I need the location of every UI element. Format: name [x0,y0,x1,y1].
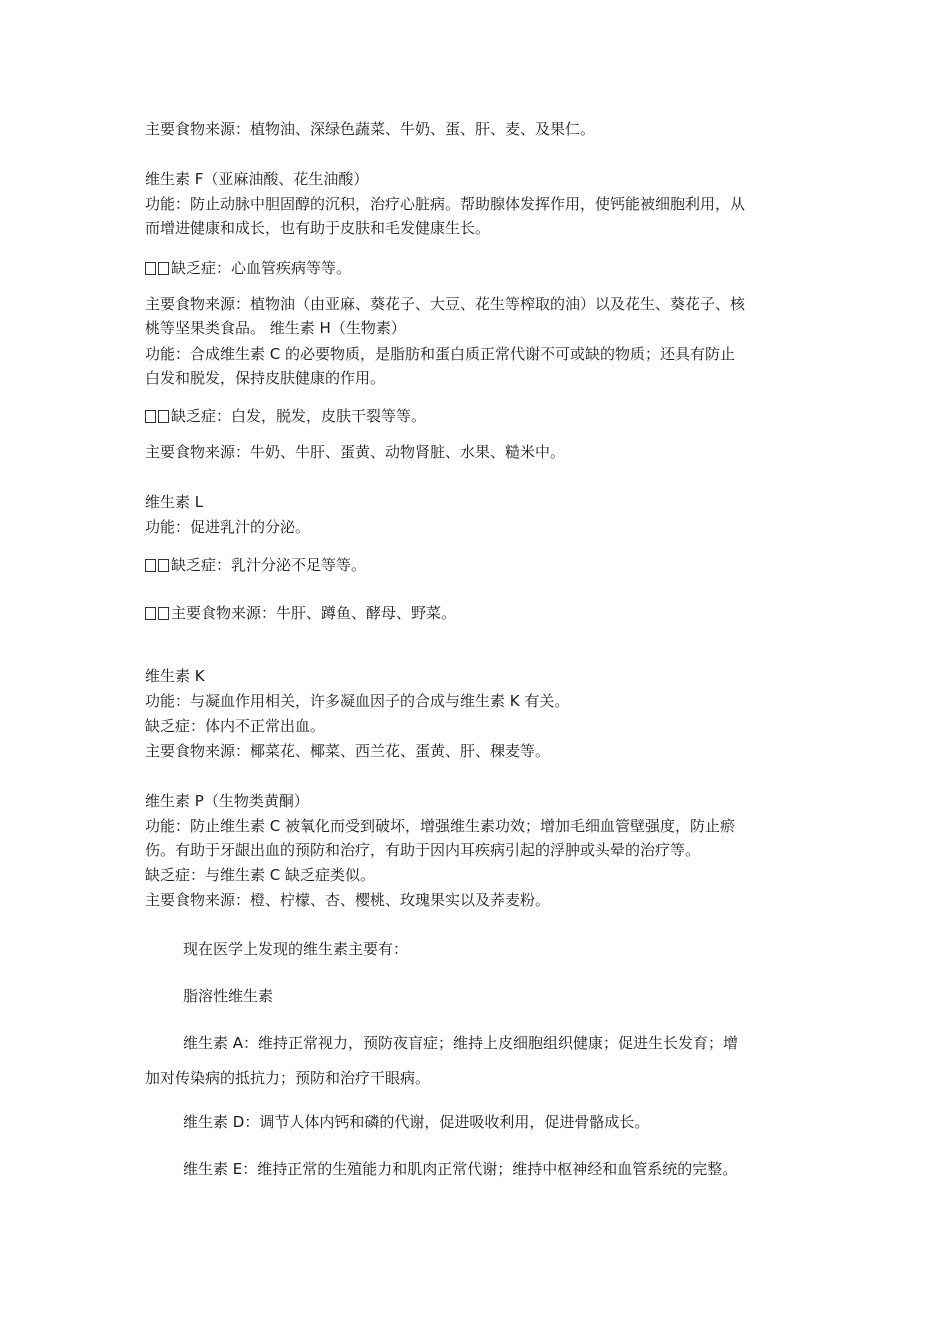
vitamin-l-food-sources-text: 主要食物来源：牛肝、蹲鱼、酵母、野菜。 [171,604,457,622]
vitamin-a-description-line-1: 维生素 A：维持正常视力，预防夜盲症；维持上皮细胞组织健康；促进生长发育；增 [183,1034,739,1052]
vitamin-p-function-line-1: 功能：防止维生素 C 被氧化而受到破坏，增强维生素功效；增加毛细血管壁强度，防止瘀 [145,817,736,835]
vitamin-l-deficiency-text: 缺乏症：乳汁分泌不足等等。 [171,556,367,574]
vitamin-f-food-line-2: 桃等坚果类食品。 维生素 H（生物素） [145,319,406,337]
vitamin-k-title: 维生素 K [145,667,205,685]
vitamin-e-description: 维生素 E：维持正常的生殖能力和肌肉正常代谢；维持中枢神经和血管系统的完整。 [183,1160,738,1178]
vitamin-l-food-sources [145,601,815,625]
vitamin-p-food-sources: 主要食物来源：橙、柠檬、杏、樱桃、玫瑰果实以及荞麦粉。 [145,891,551,909]
vitamin-l-function: 功能：促进乳汁的分泌。 [145,518,311,536]
missing-glyph-box [158,410,169,423]
missing-glyph-box [158,262,169,275]
missing-glyph-box [145,607,156,620]
missing-glyph-box [158,607,169,620]
vitamin-l-title: 维生素 L [145,493,204,511]
vitamin-f-deficiency [145,256,815,280]
vitamin-l-deficiency [145,553,815,577]
missing-glyph-box [145,262,156,275]
vitamin-d-description: 维生素 D：调节人体内钙和磷的代谢，促进吸收利用，促进骨骼成长。 [183,1113,650,1131]
vitamin-p-title: 维生素 P（生物类黄酮） [145,792,309,810]
vitamin-k-deficiency: 缺乏症：体内不正常出血。 [145,717,326,735]
vitamin-f-food-line-1: 主要食物来源：植物油（由亚麻、葵花子、大豆、花生等榨取的油）以及花生、葵花子、核 [145,295,746,313]
vitamin-p-function-line-2: 伤。有助于牙龈出血的预防和治疗，有助于因内耳疾病引起的浮肿或头晕的治疗等。 [145,841,701,859]
vitamin-f-title: 维生素 F（亚麻油酸、花生油酸） [145,170,369,188]
missing-glyph-box [158,559,169,572]
vitamin-h-deficiency-text: 缺乏症：白发，脱发，皮肤干裂等等。 [171,407,427,425]
missing-glyph-box [145,559,156,572]
vitamin-a-description-line-2: 加对传染病的抵抗力；预防和治疗干眼病。 [145,1069,431,1087]
vitamin-f-deficiency-text: 缺乏症：心血管疾病等等。 [171,259,352,277]
vitamin-k-food-sources: 主要食物来源：椰菜花、椰菜、西兰花、蛋黄、肝、稞麦等。 [145,742,551,760]
vitamin-k-function: 功能：与凝血作用相关，许多凝血因子的合成与维生素 K 有关。 [145,692,570,710]
intro-text: 现在医学上发现的维生素主要有： [183,940,409,958]
fat-soluble-heading: 脂溶性维生素 [183,987,274,1005]
vitamin-f-function-line-2: 而增进健康和成长，也有助于皮肤和毛发健康生长。 [145,219,491,237]
vitamin-h-function-line-2: 白发和脱发，保持皮肤健康的作用。 [145,369,386,387]
vitamin-h-food-sources: 主要食物来源：牛奶、牛肝、蛋黄、动物肾脏、水果、糙米中。 [145,443,566,461]
vitamin-h-function-line-1: 功能：合成维生素 C 的必要物质，是脂肪和蛋白质正常代谢不可或缺的物质；还具有防止 [145,345,736,363]
vitamin-p-deficiency: 缺乏症：与维生素 C 缺乏症类似。 [145,866,376,884]
vitamin-h-deficiency [145,404,815,428]
vitamin-f-function-line-1: 功能：防止动脉中胆固醇的沉积，治疗心脏病。帮助腺体发挥作用，使钙能被细胞利用，从 [145,195,746,213]
vitamin-e-food-sources: 主要食物来源：植物油、深绿色蔬菜、牛奶、蛋、肝、麦、及果仁。 [145,120,596,138]
missing-glyph-box [145,410,156,423]
